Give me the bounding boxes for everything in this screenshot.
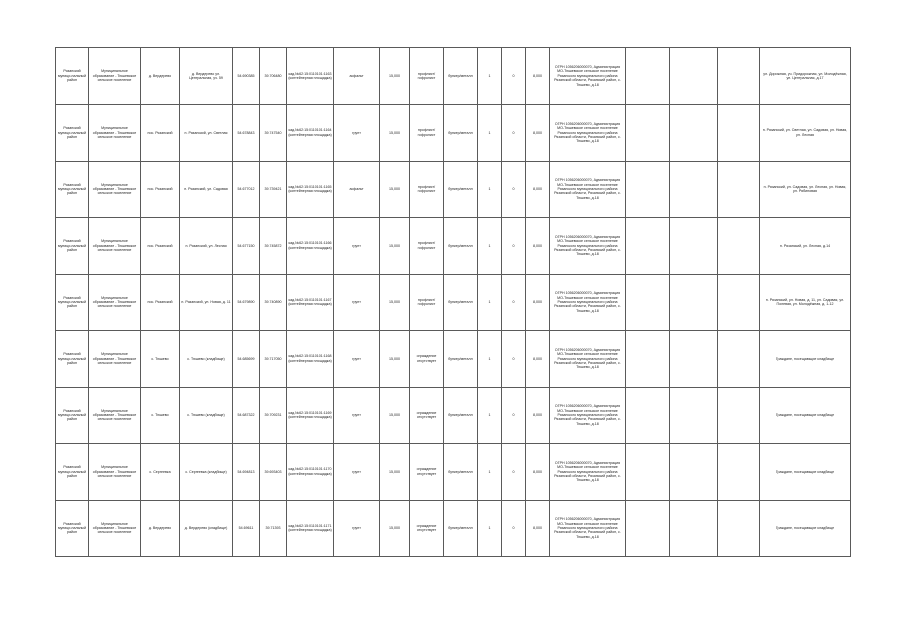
- municipality-cell: Муниципальное образование - Тюшевское сельское поселение: [89, 48, 141, 105]
- area-cell: 15,000: [380, 444, 410, 501]
- area-cell: 15,000: [380, 331, 410, 388]
- fence-cell: ограждение отсутствует: [410, 387, 444, 444]
- cadastral-cell: кад.№62:15:0110101:1166 (контейнерная площадка): [287, 218, 334, 275]
- longitude-cell: 39.71393: [260, 500, 287, 557]
- container-material-cell: бункер/металл: [444, 331, 478, 388]
- container-material-cell: бункер/металл: [444, 48, 478, 105]
- municipality-cell: Муниципальное образование - Тюшевское сельское поселение: [89, 161, 141, 218]
- extra-cell-3: [718, 500, 760, 557]
- table-body: [56, 48, 851, 557]
- extra-cell-3: [718, 105, 760, 162]
- table-row: [56, 387, 851, 444]
- locality-cell: д. Вердерево: [141, 500, 180, 557]
- address-cell: с. Тюшево (кладбище): [180, 331, 233, 388]
- cadastral-cell: кад.№62:15:0110101:1163 (контейнерная площадка): [287, 48, 334, 105]
- municipality-cell: Муниципальное образование - Тюшевское сельское поселение: [89, 444, 141, 501]
- latitude-cell: 54.679890: [233, 274, 260, 331]
- area-cell: 15,000: [380, 387, 410, 444]
- extra-cell-2: [670, 48, 718, 105]
- extra-cell-1: [626, 444, 670, 501]
- container-material-cell: бункер/металл: [444, 161, 478, 218]
- volume-cell: 8,000: [526, 331, 550, 388]
- container-count-cell: 1: [478, 48, 502, 105]
- planned-count-cell: 0: [502, 444, 526, 501]
- address-cell: д. Вердерево ул. Центральная, уч. 59: [180, 48, 233, 105]
- fence-cell: ограждение отсутствует: [410, 500, 444, 557]
- volume-cell: 8,000: [526, 218, 550, 275]
- container-material-cell: бункер/металл: [444, 500, 478, 557]
- extra-cell-1: [626, 218, 670, 275]
- extra-cell-1: [626, 500, 670, 557]
- extra-cell-2: [670, 161, 718, 218]
- owner-cell: ОГРН 1056206000070, Администрация МО-Тюшевское сельское поселение Рязанского муниципального района Рязанской области, Рязанский район, с. Тюшево, д.18: [550, 331, 626, 388]
- locality-cell: с. Тюшево: [141, 387, 180, 444]
- latitude-cell: 54.690385: [233, 48, 260, 105]
- waste-sources-cell: п. Рязанский, ул. Новая, д. 11, ул. Садовая, ул. Полевая, ул. Молодёжная, д. 1-12: [760, 274, 851, 331]
- cadastral-cell: кад.№62:15:0110101:1164 (контейнерная площадка): [287, 105, 334, 162]
- extra-cell-3: [718, 161, 760, 218]
- cadastral-cell: кад.№62:15:0110101:1171 (контейнерная площадка): [287, 500, 334, 557]
- locality-cell: д. Вердерево: [141, 48, 180, 105]
- locality-cell: пос. Рязанский: [141, 218, 180, 275]
- locality-cell: пос. Рязанский: [141, 105, 180, 162]
- extra-cell-2: [670, 218, 718, 275]
- container-count-cell: 1: [478, 161, 502, 218]
- planned-count-cell: 0: [502, 500, 526, 557]
- district-cell: Рязанский муници-пальный район: [56, 48, 89, 105]
- owner-cell: ОГРН 1056206000070, Администрация МО-Тюшевское сельское поселение Рязанского муниципального района Рязанской области, Рязанский район, с. Тюшево, д.18: [550, 444, 626, 501]
- address-cell: с. Сергеевка (кладбище): [180, 444, 233, 501]
- district-cell: Рязанский муници-пальный район: [56, 105, 89, 162]
- latitude-cell: 54.677012: [233, 161, 260, 218]
- container-count-cell: 1: [478, 105, 502, 162]
- surface-cell: грунт: [334, 105, 380, 162]
- latitude-cell: 54.685699: [233, 331, 260, 388]
- waste-sources-cell: п. Рязанский, ул. Лесная, д.14: [760, 218, 851, 275]
- container-material-cell: бункер/металл: [444, 274, 478, 331]
- cadastral-cell: кад.№62:15:0110101:1167 (контейнерная площадка): [287, 274, 334, 331]
- volume-cell: 8,000: [526, 500, 550, 557]
- planned-count-cell: 0: [502, 387, 526, 444]
- extra-cell-1: [626, 48, 670, 105]
- volume-cell: 8,000: [526, 444, 550, 501]
- owner-cell: ОГРН 1056206000070, Администрация МО-Тюшевское сельское поселение Рязанского муниципального района Рязанской области, Рязанский район, с. Тюшево, д.18: [550, 48, 626, 105]
- district-cell: Рязанский муници-пальный район: [56, 161, 89, 218]
- latitude-cell: 54.687322: [233, 387, 260, 444]
- fence-cell: ограждение отсутствует: [410, 444, 444, 501]
- extra-cell-2: [670, 274, 718, 331]
- waste-sources-cell: п. Рязанский, ул. Садовая, ул. Лесная, ул. Новая, ул. Рябиновая: [760, 161, 851, 218]
- planned-count-cell: 0: [502, 48, 526, 105]
- fence-cell: профлист/гофролист: [410, 218, 444, 275]
- address-cell: п. Рязанский, ул. Садовая: [180, 161, 233, 218]
- planned-count-cell: 0: [502, 274, 526, 331]
- longitude-cell: 39.747540: [260, 105, 287, 162]
- area-cell: 15,000: [380, 218, 410, 275]
- planned-count-cell: 0: [502, 161, 526, 218]
- district-cell: Рязанский муници-пальный район: [56, 500, 89, 557]
- table-row: [56, 331, 851, 388]
- planned-count-cell: 0: [502, 105, 526, 162]
- table-row: [56, 274, 851, 331]
- extra-cell-1: [626, 105, 670, 162]
- container-count-cell: 1: [478, 444, 502, 501]
- waste-sources-cell: Граждане, посещающие кладбище: [760, 331, 851, 388]
- surface-cell: грунт: [334, 387, 380, 444]
- longitude-cell: 39.709231: [260, 387, 287, 444]
- district-cell: Рязанский муници-пальный район: [56, 274, 89, 331]
- container-count-cell: 1: [478, 387, 502, 444]
- cadastral-cell: кад.№62:15:0110101:1170 (контейнерная площадка): [287, 444, 334, 501]
- extra-cell-3: [718, 274, 760, 331]
- address-cell: п. Рязанский, ул. Новая, д. 11: [180, 274, 233, 331]
- extra-cell-3: [718, 218, 760, 275]
- owner-cell: ОГРН 1056206000070, Администрация МО-Тюшевское сельское поселение Рязанского муниципального района Рязанской области, Рязанский район, с. Тюшево, д.18: [550, 105, 626, 162]
- extra-cell-3: [718, 331, 760, 388]
- address-cell: д. Вердерево (кладбище): [180, 500, 233, 557]
- longitude-cell: 39.739421: [260, 161, 287, 218]
- cadastral-cell: кад.№62:15:0110101:1169 (контейнерная площадка): [287, 387, 334, 444]
- area-cell: 15,000: [380, 105, 410, 162]
- cadastral-cell: кад.№62:15:0110101:1168 (контейнерная площадка): [287, 331, 334, 388]
- fence-cell: профлист/гофролист: [410, 105, 444, 162]
- surface-cell: грунт: [334, 218, 380, 275]
- area-cell: 15,000: [380, 500, 410, 557]
- table-row: [56, 48, 851, 105]
- table-row: [56, 500, 851, 557]
- latitude-cell: 54.678843: [233, 105, 260, 162]
- volume-cell: 8,000: [526, 161, 550, 218]
- table-row: [56, 444, 851, 501]
- container-material-cell: бункер/металл: [444, 444, 478, 501]
- address-cell: с. Тюшево (кладбище): [180, 387, 233, 444]
- waste-sources-cell: ул. Дорожная, уч. Придорожная, ул. Молодёжная, ул. Центральная, д.17: [760, 48, 851, 105]
- area-cell: 15,000: [380, 274, 410, 331]
- extra-cell-1: [626, 161, 670, 218]
- extra-cell-1: [626, 331, 670, 388]
- longitude-cell: 39.693403: [260, 444, 287, 501]
- extra-cell-1: [626, 274, 670, 331]
- district-cell: Рязанский муници-пальный район: [56, 444, 89, 501]
- fence-cell: ограждение отсутствует: [410, 331, 444, 388]
- owner-cell: ОГРН 1056206000070, Администрация МО-Тюшевское сельское поселение Рязанского муниципального района Рязанской области, Рязанский район, с. Тюшево, д.18: [550, 500, 626, 557]
- fence-cell: профлист/гофролист: [410, 161, 444, 218]
- waste-sources-cell: Граждане, посещающие кладбище: [760, 387, 851, 444]
- waste-sources-cell: п. Рязанский, ул. Светлая, ул. Садовая, ул. Новая, ул. Лесная: [760, 105, 851, 162]
- municipality-cell: Муниципальное образование - Тюшевское сельское поселение: [89, 500, 141, 557]
- locality-cell: с. Тюшево: [141, 331, 180, 388]
- longitude-cell: 39.745872: [260, 218, 287, 275]
- area-cell: 15,000: [380, 48, 410, 105]
- extra-cell-2: [670, 500, 718, 557]
- container-count-cell: 1: [478, 274, 502, 331]
- extra-cell-2: [670, 387, 718, 444]
- latitude-cell: 54.694813: [233, 444, 260, 501]
- extra-cell-3: [718, 444, 760, 501]
- container-count-cell: 1: [478, 331, 502, 388]
- district-cell: Рязанский муници-пальный район: [56, 387, 89, 444]
- extra-cell-3: [718, 387, 760, 444]
- planned-count-cell: 0: [502, 331, 526, 388]
- longitude-cell: 39.740890: [260, 274, 287, 331]
- container-count-cell: 1: [478, 218, 502, 275]
- municipality-cell: Муниципальное образование - Тюшевское сельское поселение: [89, 274, 141, 331]
- address-cell: п. Рязанский, ул. Светлая: [180, 105, 233, 162]
- locality-cell: с. Сергеевка: [141, 444, 180, 501]
- container-material-cell: бункер/металл: [444, 387, 478, 444]
- surface-cell: грунт: [334, 500, 380, 557]
- container-material-cell: бункер/металл: [444, 218, 478, 275]
- address-cell: п. Рязанский, ул. Лесная: [180, 218, 233, 275]
- waste-sources-cell: Граждане, посещающие кладбище: [760, 444, 851, 501]
- fence-cell: профлист/гофролист: [410, 274, 444, 331]
- longitude-cell: 39.706480: [260, 48, 287, 105]
- longitude-cell: 39.717050: [260, 331, 287, 388]
- container-sites-table: [55, 47, 851, 557]
- table-row: [56, 218, 851, 275]
- municipality-cell: Муниципальное образование - Тюшевское сельское поселение: [89, 387, 141, 444]
- container-material-cell: бункер/металл: [444, 105, 478, 162]
- latitude-cell: 54.677150: [233, 218, 260, 275]
- table-row: [56, 105, 851, 162]
- container-count-cell: 1: [478, 500, 502, 557]
- owner-cell: ОГРН 1056206000070, Администрация МО-Тюшевское сельское поселение Рязанского муниципального района Рязанской области, Рязанский район, с. Тюшево, д.18: [550, 161, 626, 218]
- volume-cell: 8,000: [526, 387, 550, 444]
- latitude-cell: 54.69611: [233, 500, 260, 557]
- owner-cell: ОГРН 1056206000070, Администрация МО-Тюшевское сельское поселение Рязанского муниципального района Рязанской области, Рязанский район, с. Тюшево, д.18: [550, 218, 626, 275]
- district-cell: Рязанский муници-пальный район: [56, 331, 89, 388]
- extra-cell-1: [626, 387, 670, 444]
- district-cell: Рязанский муници-пальный район: [56, 218, 89, 275]
- table-row: [56, 161, 851, 218]
- area-cell: 15,000: [380, 161, 410, 218]
- municipality-cell: Муниципальное образование - Тюшевское сельское поселение: [89, 331, 141, 388]
- municipality-cell: Муниципальное образование - Тюшевское сельское поселение: [89, 218, 141, 275]
- planned-count-cell: 0: [502, 218, 526, 275]
- owner-cell: ОГРН 1056206000070, Администрация МО-Тюшевское сельское поселение Рязанского муниципального района Рязанской области, Рязанский район, с. Тюшево, д.18: [550, 274, 626, 331]
- volume-cell: 8,000: [526, 48, 550, 105]
- fence-cell: профлист/гофролист: [410, 48, 444, 105]
- extra-cell-2: [670, 444, 718, 501]
- locality-cell: пос. Рязанский: [141, 161, 180, 218]
- surface-cell: грунт: [334, 331, 380, 388]
- volume-cell: 8,000: [526, 274, 550, 331]
- surface-cell: асфальт: [334, 161, 380, 218]
- locality-cell: пос. Рязанский: [141, 274, 180, 331]
- municipality-cell: Муниципальное образование - Тюшевское сельское поселение: [89, 105, 141, 162]
- volume-cell: 8,000: [526, 105, 550, 162]
- owner-cell: ОГРН 1056206000070, Администрация МО-Тюшевское сельское поселение Рязанского муниципального района Рязанской области, Рязанский район, с. Тюшево, д.18: [550, 387, 626, 444]
- surface-cell: асфальт: [334, 48, 380, 105]
- surface-cell: грунт: [334, 444, 380, 501]
- extra-cell-2: [670, 105, 718, 162]
- cadastral-cell: кад.№62:15:0110101:1165 (контейнерная площадка): [287, 161, 334, 218]
- extra-cell-2: [670, 331, 718, 388]
- extra-cell-3: [718, 48, 760, 105]
- surface-cell: грунт: [334, 274, 380, 331]
- waste-sources-cell: Граждане, посещающие кладбище: [760, 500, 851, 557]
